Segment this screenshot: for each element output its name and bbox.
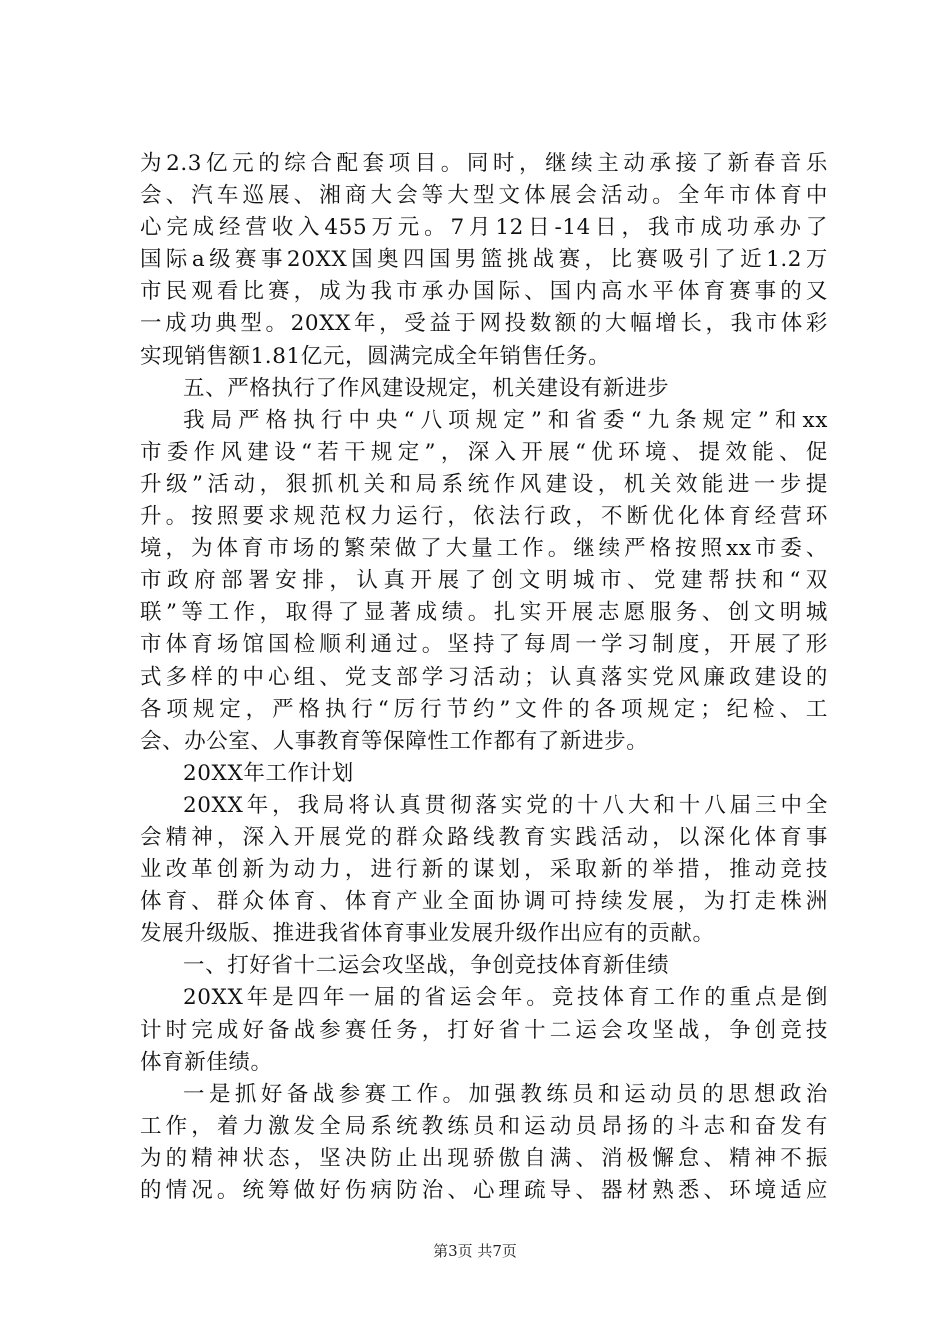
section-heading: 一、打好省十二运会攻坚战，争创竞技体育新佳绩 <box>183 953 670 979</box>
text-line: 市委作风建设“若干规定”，深入开展“优环境、提效能、促 <box>140 439 828 465</box>
text-line: 市民观看比赛，成为我市承办国际、国内高水平体育赛事的又 <box>140 279 828 305</box>
page-number: 第3页 共7页 <box>433 1242 517 1260</box>
text-line: 市政府部署安排，认真开展了创文明城市、党建帮扶和“双 <box>140 568 828 594</box>
paragraph-start: 一是抓好备战参赛工作。加强教练员和运动员的思想政治 <box>183 1081 828 1107</box>
section-heading: 20XX年工作计划 <box>183 760 354 786</box>
text-line: 心完成经营收入455万元。7月12日-14日，我市成功承办了 <box>140 215 828 241</box>
text-line: 国际a级赛事20XX国奥四国男篮挑战赛，比赛吸引了近1.2万 <box>140 247 828 273</box>
text-line: 联”等工作，取得了显著成绩。扎实开展志愿服务、创文明城 <box>140 600 828 626</box>
section-heading: 五、严格执行了作风建设规定，机关建设有新进步 <box>183 375 670 401</box>
text-line: 境，为体育市场的繁荣做了大量工作。继续严格按照xx市委、 <box>140 536 828 562</box>
text-line: 体育、群众体育、体育产业全面协调可持续发展，为打走株洲 <box>140 889 828 915</box>
text-line: 为的精神状态，坚决防止出现骄傲自满、消极懈怠、精神不振 <box>140 1145 828 1171</box>
text-line: 的情况。统筹做好伤病防治、心理疏导、器材熟悉、环境适应 <box>140 1178 828 1203</box>
text-line: 各项规定，严格执行“厉行节约”文件的各项规定；纪检、工 <box>140 696 828 722</box>
text-line: 工作，着力激发全局系统教练员和运动员昂扬的斗志和奋发有 <box>140 1113 828 1139</box>
text-line: 升级”活动，狠抓机关和局系统作风建设，机关效能进一步提 <box>140 471 828 497</box>
text-line: 会、办公室、人事教育等保障性工作都有了新进步。 <box>140 728 649 754</box>
paragraph-start: 20XX年是四年一届的省运会年。竞技体育工作的重点是倒 <box>183 985 828 1011</box>
text-line: 为2.3亿元的综合配套项目。同时，继续主动承接了新春音乐 <box>140 151 828 176</box>
paragraph-start: 20XX年，我局将认真贯彻落实党的十八大和十八届三中全 <box>183 792 828 818</box>
text-line: 会精神，深入开展党的群众路线教育实践活动，以深化体育事 <box>140 824 828 850</box>
document-body <box>140 148 828 1207</box>
text-line: 体育新佳绩。 <box>140 1049 273 1075</box>
text-line: 式多样的中心组、党支部学习活动；认真落实党风廉政建设的 <box>140 664 828 690</box>
text-line: 实现销售额1.81亿元，圆满完成全年销售任务。 <box>140 343 611 369</box>
text-line: 升。按照要求规范权力运行，依法行政，不断优化体育经营环 <box>140 504 828 530</box>
text-line: 一成功典型。20XX年，受益于网投数额的大幅增长，我市体彩 <box>140 311 828 337</box>
text-line: 发展升级版、推进我省体育事业发展升级作出应有的贡献。 <box>140 921 715 947</box>
text-line: 市体育场馆国检顺利通过。坚持了每周一学习制度，开展了形 <box>140 632 828 658</box>
paragraph-start: 我局严格执行中央“八项规定”和省委“九条规定”和xx <box>183 407 828 433</box>
text-line: 会、汽车巡展、湘商大会等大型文体展会活动。全年市体育中 <box>140 183 828 209</box>
text-line: 计时完成好备战参赛任务，打好省十二运会攻坚战，争创竞技 <box>140 1017 828 1043</box>
text-line: 业改革创新为动力，进行新的谋划，采取新的举措，推动竞技 <box>140 857 828 883</box>
